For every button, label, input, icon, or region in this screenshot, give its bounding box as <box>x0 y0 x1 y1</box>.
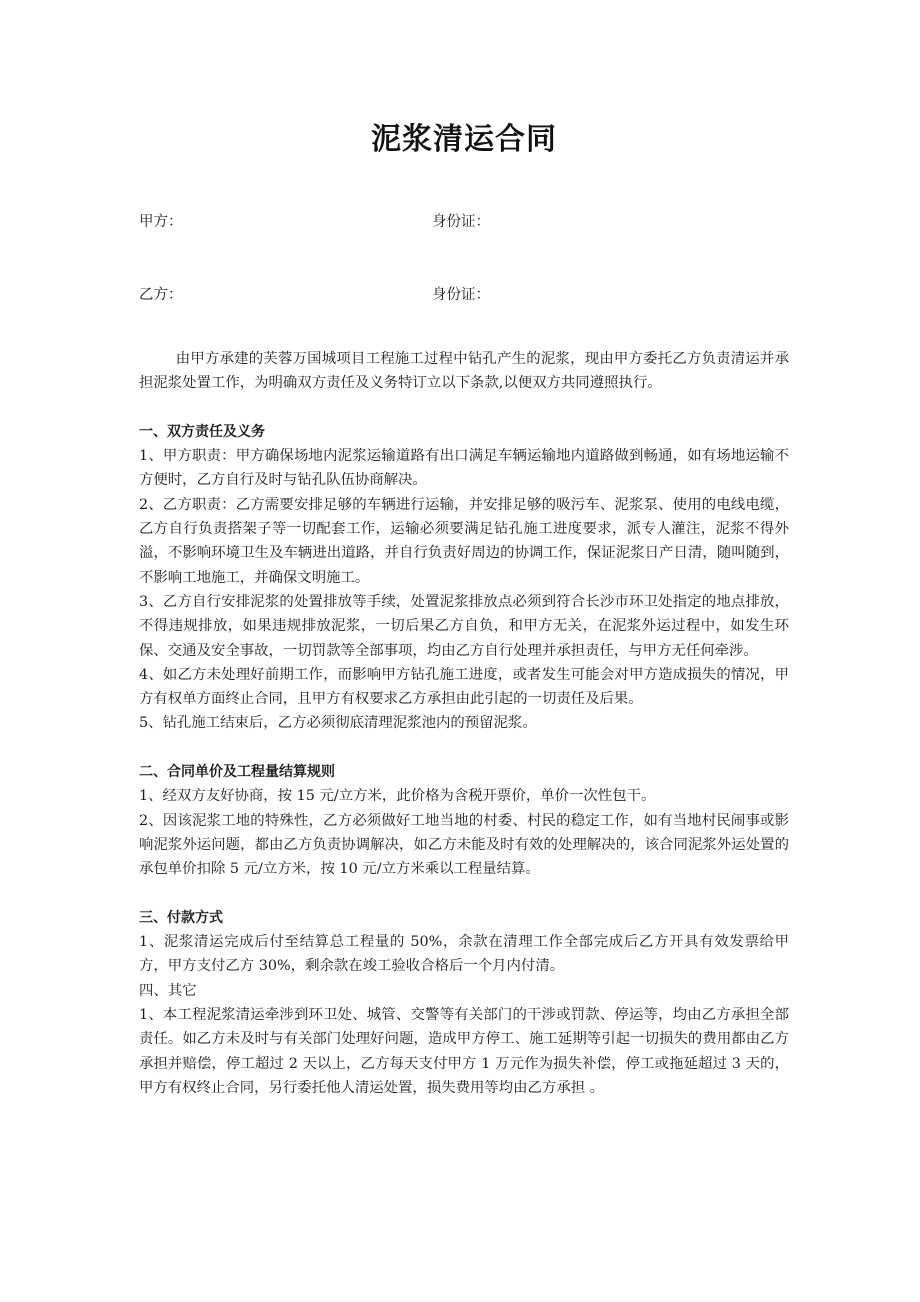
party-b-id-label: 身份证： <box>432 287 490 303</box>
section-1-item: 5、钻孔施工结束后，乙方必须彻底清理泥浆池内的预留泥浆。 <box>139 715 537 732</box>
section-2-item: 1、经双方友好协商，按 15 元/立方米，此价格为含税开票价，单价一次性包干。 <box>139 788 656 805</box>
party-b-row <box>139 283 789 307</box>
party-b-label: 乙方： <box>139 287 183 303</box>
section-2-heading: 二、合同单价及工程量结算规则 <box>139 764 335 781</box>
section-4-heading: 四、其它 <box>139 982 197 999</box>
section-3-heading: 三、付款方式 <box>139 909 223 926</box>
intro-paragraph: 由甲方承建的芙蓉万国城项目工程施工过程中钻孔产生的泥浆，现由甲方委托乙方负责清运并承担泥浆处置工作，为明确双方责任及义务特订立以下条款,以便双方共同遵照执行。 <box>139 351 789 392</box>
section-1-heading: 一、双方责任及义务 <box>139 423 265 440</box>
section-1-item: 4、如乙方未处理好前期工作，而影响甲方钻孔施工进度，或者发生可能会对甲方造成损失的情况，甲方有权单方面终止合同，且甲方有权要求乙方承担由此引起的一切责任及后果。 <box>139 666 789 708</box>
section-1-item: 2、乙方职责：乙方需要安排足够的车辆进行运输，并安排足够的吸污车、泥浆泵、使用的电线电缆，乙方自行负责搭架子等一切配套工作，运输必须要满足钻孔施工进度要求，派专人灌注，泥浆不得外溢，不影响环境卫生及车辆进出道路，并自行负责好周边的协调工作，保证泥浆日产日清，随叫随到，不影响工地施工，并确保文明施工。 <box>139 496 789 586</box>
section-1-item: 1、甲方职责：甲方确保场地内泥浆运输道路有出口满足车辆运输地内道路做到畅通，如有场地运输不方便时，乙方自行及时与钻孔队伍协商解决。 <box>139 448 789 489</box>
party-a-row <box>139 210 789 234</box>
section-3-item: 1、泥浆清运完成后付至结算总工程量的 50%，余款在清理工作全部完成后乙方开具有效发票给甲方，甲方支付乙方 30%，剩余款在竣工验收合格后一个月内付清。 <box>139 934 789 975</box>
party-a-label: 甲方： <box>139 214 183 230</box>
contract-body <box>139 347 789 1100</box>
section-2-item: 2、因该泥浆工地的特殊性，乙方必须做好工地当地的村委、村民的稳定工作，如有当地村民闹事或影响泥浆外运问题，都由乙方负责协调解决，如乙方未能及时有效的处理解决的，该合同泥浆外运处置的承包单价扣除 5 元/立方米，按 10 元/立方米乘以工程量结算。 <box>139 812 789 878</box>
document-title: 泥浆清运合同 <box>371 122 557 157</box>
section-4-item: 1、本工程泥浆清运牵涉到环卫处、城管、交警等有关部门的干涉或罚款、停运等，均由乙方承担全部责任。如乙方未及时与有关部门处理好问题，造成甲方停工、施工延期等引起一切损失的费用都由乙方承担并赔偿，停工超过 2 天以上，乙方每天支付甲方 1 万元作为损失补偿，停工或拖延超过 3 天的，甲方有权终止合同，另行委托他人清运处置，损失费用等均由乙方承担 。 <box>139 1007 789 1096</box>
section-1-item: 3、乙方自行安排泥浆的处置排放等手续，处置泥浆排放点必须到符合长沙市环卫处指定的地点排放，不得违规排放，如果违规排放泥浆，一切后果乙方自负，和甲方无关，在泥浆外运过程中，如发生环保、交通及安全事故，一切罚款等全部事项，均由乙方自行处理并承担责任，与甲方无任何牵涉。 <box>139 593 789 659</box>
party-a-id-label: 身份证： <box>432 214 490 230</box>
